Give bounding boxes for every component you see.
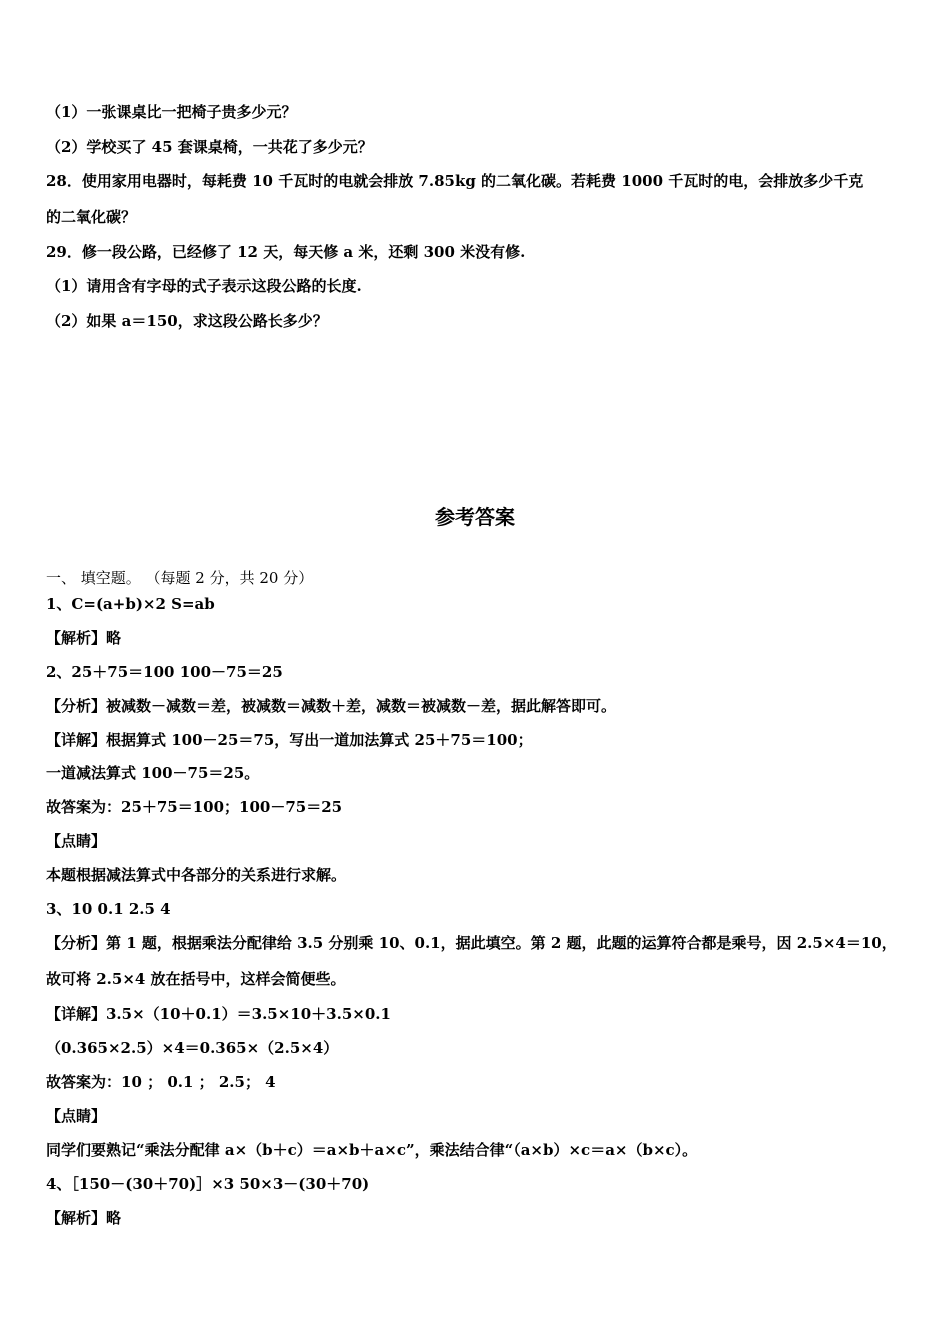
- answer-3-xiangjie: 【详解】3.5×（10＋0.1）＝3.5×10＋3.5×0.1: [46, 1005, 391, 1023]
- answers-title: 参考答案: [435, 505, 515, 529]
- answer-3-fenxi-line-1: 【分析】第 1 题，根据乘法分配律给 3.5 分别乘 10、0.1，据此填空。第 2 题，此题的运算符合都是乘号，因 2.5×4＝10，: [46, 934, 897, 952]
- answer-2-fenxi: 【分析】被减数－减数＝差，被减数＝减数＋差，减数＝被减数－差，据此解答即可。: [46, 697, 617, 715]
- answer-4: 4、［150－(30＋70)］×3 50×3－(30＋70): [46, 1175, 370, 1193]
- answer-2-dianjing-text: 本题根据减法算式中各部分的关系进行求解。: [46, 866, 347, 884]
- answer-2-xiangjie-2: 一道减法算式 100－75＝25。: [46, 764, 260, 782]
- answer-2: 2、25＋75＝100 100－75＝25: [46, 663, 283, 681]
- question-27-part-1: （1）一张课桌比一把椅子贵多少元？: [46, 103, 297, 121]
- section-1-heading: 一、 填空题。 （每题 2 分，共 20 分）: [46, 569, 314, 587]
- question-28-line-1: 28．使用家用电器时，每耗费 10 千瓦时的电就会排放 7.85kg 的二氧化碳。若耗费 1000 千瓦时的电，会排放多少千克: [46, 172, 864, 190]
- question-27-part-2: （2）学校买了 45 套课桌椅，一共花了多少元？: [46, 138, 373, 156]
- question-29: 29．修一段公路，已经修了 12 天，每天修 a 米，还剩 300 米没有修.: [46, 243, 526, 261]
- answer-3-dianjing: 【点睛】: [46, 1107, 107, 1125]
- answer-2-xiangjie: 【详解】根据算式 100－25＝75，写出一道加法算式 25＋75＝100；: [46, 731, 533, 749]
- answer-2-dianjing: 【点睛】: [46, 832, 107, 850]
- answer-1-jiexi: 【解析】略: [46, 629, 122, 647]
- question-29-part-1: （1）请用含有字母的式子表示这段公路的长度.: [46, 277, 362, 295]
- answer-3-xiangjie-2: （0.365×2.5）×4＝0.365×（2.5×4）: [46, 1039, 339, 1057]
- answer-4-jiexi: 【解析】略: [46, 1209, 122, 1227]
- answer-3-result: 故答案为：10 ； 0.1 ； 2.5； 4: [46, 1073, 276, 1091]
- answer-2-result: 故答案为：25＋75＝100；100－75＝25: [46, 798, 343, 816]
- answer-3-dianjing-text: 同学们要熟记“乘法分配律 a×（b＋c）＝a×b＋a×c”，乘法结合律“（a×b）×c＝a×（b×c）。: [46, 1141, 698, 1159]
- answer-3-fenxi-line-2: 故可将 2.5×4 放在括号中，这样会简便些。: [46, 970, 346, 988]
- answer-3: 3、10 0.1 2.5 4: [46, 900, 171, 918]
- question-28-line-2: 的二氧化碳？: [46, 208, 137, 226]
- answer-1: 1、C=(a+b)×2 S=ab: [46, 595, 215, 613]
- question-29-part-2: （2）如果 a＝150，求这段公路长多少？: [46, 312, 328, 330]
